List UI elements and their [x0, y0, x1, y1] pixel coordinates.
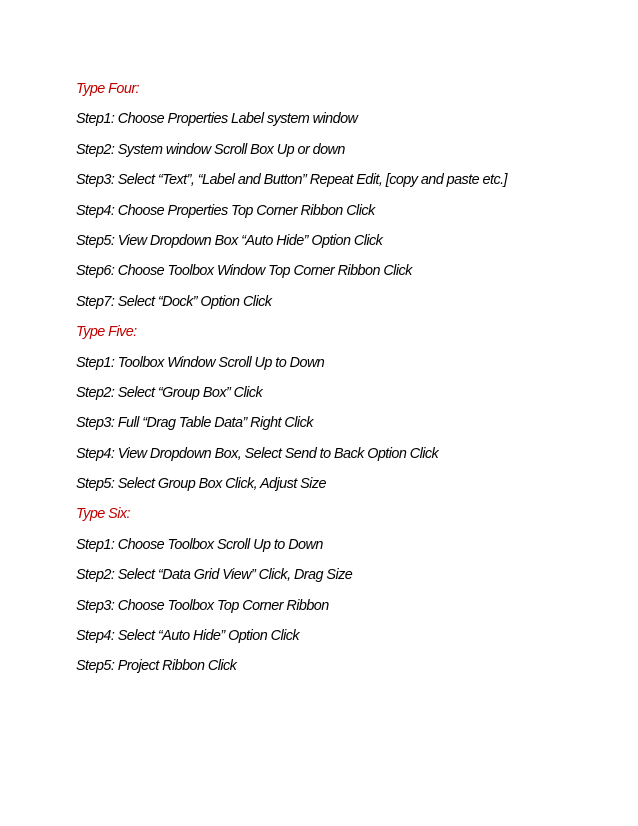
- step-line: Step5: View Dropdown Box “Auto Hide” Option Click: [76, 232, 383, 249]
- step-line: Step2: Select “Group Box” Click: [76, 384, 263, 401]
- step-line: Step4: Choose Properties Top Corner Ribbon Click: [76, 202, 375, 219]
- step-line: Step5: Project Ribbon Click: [76, 658, 237, 675]
- step-line: Step3: Choose Toolbox Top Corner Ribbon: [76, 597, 329, 614]
- step-line: Step1: Choose Properties Label system window: [76, 111, 358, 128]
- step-line: Step5: Select Group Box Click, Adjust Size: [76, 476, 326, 493]
- step-line: Step4: View Dropdown Box, Select Send to Back Option Click: [76, 445, 439, 462]
- section-type-four: [76, 74, 621, 317]
- step-line: Step6: Choose Toolbox Window Top Corner Ribbon Click: [76, 263, 412, 280]
- step-line: Step1: Toolbox Window Scroll Up to Down: [76, 354, 325, 371]
- step-line: Step3: Select “Text”, “Label and Button” Repeat Edit, [copy and paste etc.]: [76, 172, 507, 189]
- step-line: Step1: Choose Toolbox Scroll Up to Down: [76, 536, 323, 553]
- section-type-five: [76, 317, 621, 499]
- document-content: [76, 74, 621, 682]
- step-line: Step2: Select “Data Grid View” Click, Drag Size: [76, 567, 353, 584]
- step-line: Step7: Select “Dock” Option Click: [76, 293, 272, 310]
- step-line: Step4: Select “Auto Hide” Option Click: [76, 628, 300, 645]
- step-line: Step3: Full “Drag Table Data” Right Click: [76, 415, 313, 432]
- section-heading: Type Five:: [76, 324, 137, 341]
- section-heading: Type Six:: [76, 506, 130, 523]
- step-line: Step2: System window Scroll Box Up or down: [76, 141, 345, 158]
- section-type-six: [76, 499, 621, 681]
- section-heading: Type Four:: [76, 81, 140, 97]
